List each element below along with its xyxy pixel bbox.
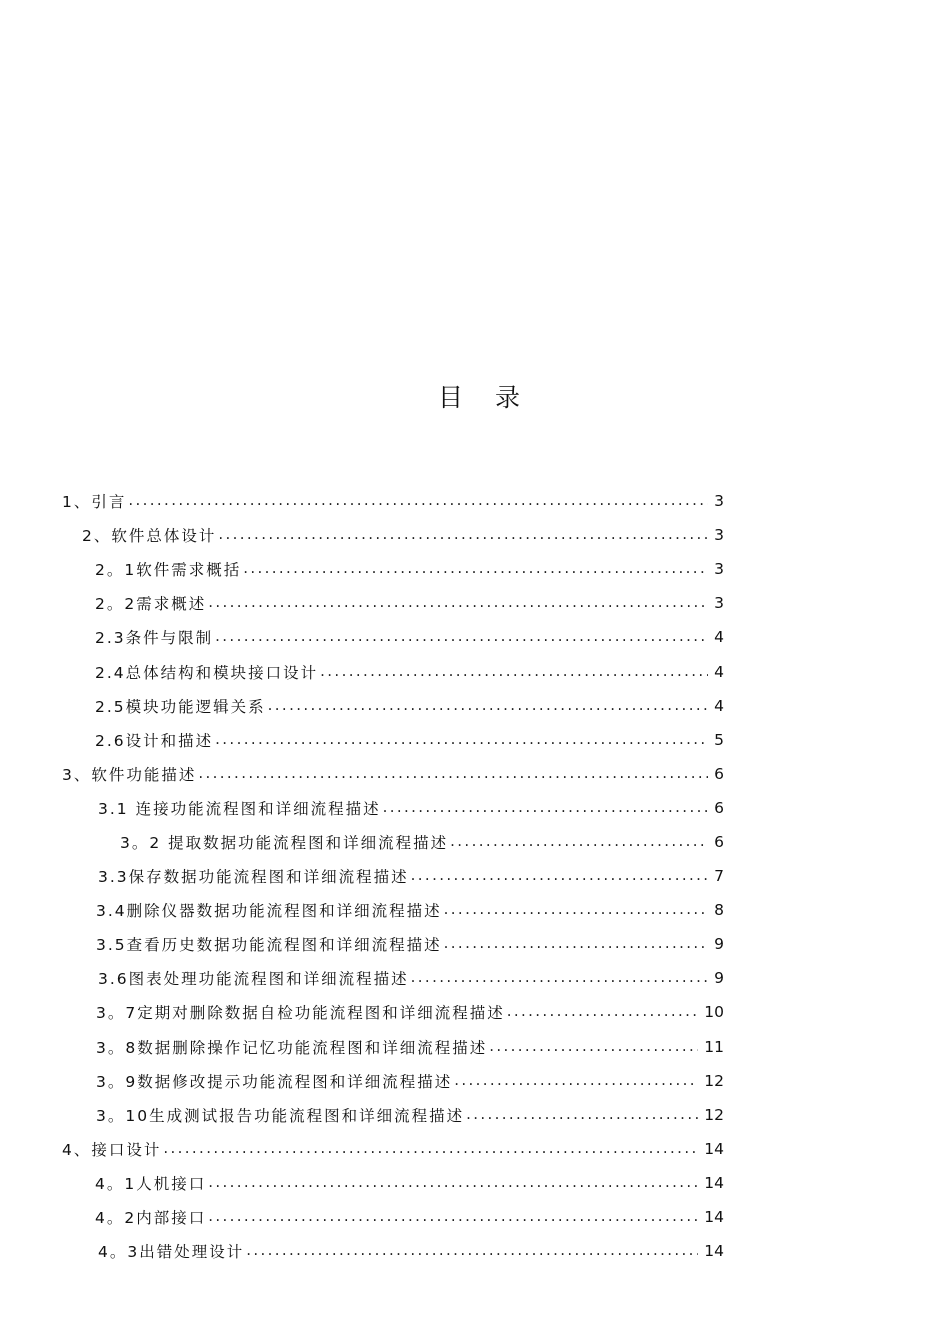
- toc-entry-label: 2.6设计和描述: [95, 729, 213, 751]
- toc-entry-page: 14: [704, 1139, 724, 1158]
- toc-entry-page: 6: [714, 764, 724, 783]
- toc-entry: [95, 552, 724, 586]
- toc-leader-dots: [507, 1002, 699, 1022]
- toc-leader-dots: [215, 730, 708, 750]
- toc-entry-label: 2、软件总体设计: [82, 524, 216, 546]
- toc-leader-dots: [444, 900, 708, 920]
- toc-entry-page: 3: [714, 492, 724, 511]
- toc-leader-dots: [218, 525, 708, 545]
- toc-entry-label: 3.3保存数据功能流程图和详细流程描述: [98, 865, 409, 887]
- toc-entry: [95, 1200, 724, 1234]
- toc-entry-page: 9: [714, 935, 724, 954]
- toc-leader-dots: [198, 764, 708, 784]
- toc-leader-dots: [246, 1241, 698, 1261]
- toc-entry-page: 8: [714, 901, 724, 920]
- toc-leader-dots: [489, 1037, 698, 1057]
- toc-entry: [98, 1234, 724, 1268]
- toc-entry-label: 3。2 提取数据功能流程图和详细流程描述: [120, 831, 448, 853]
- toc-entry: [95, 689, 724, 723]
- toc-entry-label: 3.6图表处理功能流程图和详细流程描述: [98, 967, 409, 989]
- toc-leader-dots: [163, 1139, 698, 1159]
- toc-leader-dots: [320, 662, 708, 682]
- toc-entry-label: 2.5模块功能逻辑关系: [95, 695, 266, 717]
- toc-entry: [96, 995, 724, 1029]
- toc-entry-label: 4。1人机接口: [95, 1172, 206, 1194]
- toc-entry-page: 6: [714, 798, 724, 817]
- toc-entry-page: 9: [714, 969, 724, 988]
- toc-entry-page: 6: [714, 832, 724, 851]
- toc-leader-dots: [383, 798, 709, 818]
- toc-entry: [95, 586, 724, 620]
- toc-leader-dots: [268, 696, 708, 716]
- toc-entry-label: 2.4总体结构和模块接口设计: [95, 661, 318, 683]
- toc-entry-label: 2.3条件与限制: [95, 626, 213, 648]
- toc-entry-page: 11: [704, 1037, 724, 1056]
- toc-entry: [96, 927, 724, 961]
- toc-entry-page: 10: [704, 1003, 724, 1022]
- toc-entry-page: 3: [714, 594, 724, 613]
- toc-entry: [95, 620, 724, 654]
- toc-entry-page: 12: [704, 1071, 724, 1090]
- toc-entry: [96, 1064, 724, 1098]
- toc-leader-dots: [128, 491, 708, 511]
- toc-leader-dots: [208, 1207, 698, 1227]
- toc-entry: [96, 1030, 724, 1064]
- toc-entry-page: 3: [714, 526, 724, 545]
- toc-entry: [95, 654, 724, 688]
- toc-entry-page: 3: [714, 560, 724, 579]
- toc-leader-dots: [411, 866, 708, 886]
- toc-entry: [96, 893, 724, 927]
- toc-entry: [62, 757, 724, 791]
- toc-entry: [96, 1098, 724, 1132]
- toc-entry: [98, 859, 724, 893]
- toc-entry-page: 12: [704, 1105, 724, 1124]
- toc-entry-page: 7: [714, 867, 724, 886]
- toc-title: 目 录: [438, 383, 532, 412]
- toc-list: [0, 484, 950, 1268]
- toc-entry: [95, 1166, 724, 1200]
- toc-leader-dots: [215, 627, 708, 647]
- toc-leader-dots: [208, 1173, 698, 1193]
- toc-entry: [98, 791, 724, 825]
- toc-entry: [95, 723, 724, 757]
- toc-entry-label: 3。8数据删除操作记忆功能流程图和详细流程描述: [96, 1036, 487, 1058]
- toc-entry-label: 1、引言: [62, 490, 126, 512]
- toc-leader-dots: [444, 934, 708, 954]
- toc-leader-dots: [450, 832, 708, 852]
- toc-entry-page: 14: [704, 1242, 724, 1261]
- toc-entry-page: 4: [714, 696, 724, 715]
- toc-entry-label: 3。7定期对删除数据自检功能流程图和详细流程描述: [96, 1001, 505, 1023]
- toc-entry-page: 5: [714, 730, 724, 749]
- toc-entry-label: 4、接口设计: [62, 1138, 161, 1160]
- toc-entry-label: 4。2内部接口: [95, 1206, 206, 1228]
- toc-entry-label: 3、软件功能描述: [62, 763, 196, 785]
- toc-entry-page: 4: [714, 662, 724, 681]
- toc-entry: [98, 961, 724, 995]
- toc-entry-page: 14: [704, 1173, 724, 1192]
- toc-entry-label: 2。2需求概述: [95, 592, 206, 614]
- toc-entry-page: 14: [704, 1208, 724, 1227]
- toc-entry: [62, 484, 724, 518]
- toc-entry-label: 3.1 连接功能流程图和详细流程描述: [98, 797, 381, 819]
- toc-entry-label: 3。9数据修改提示功能流程图和详细流程描述: [96, 1070, 452, 1092]
- toc-entry-label: 3.5查看历史数据功能流程图和详细流程描述: [96, 933, 442, 955]
- toc-leader-dots: [243, 559, 708, 579]
- toc-entry-label: 3。10生成测试报告功能流程图和详细流程描述: [96, 1104, 464, 1126]
- toc-leader-dots: [466, 1105, 698, 1125]
- toc-entry: [62, 1132, 724, 1166]
- toc-entry-page: 4: [714, 628, 724, 647]
- toc-leader-dots: [208, 593, 708, 613]
- toc-entry-label: 3.4删除仪器数据功能流程图和详细流程描述: [96, 899, 442, 921]
- toc-leader-dots: [454, 1071, 698, 1091]
- toc-entry-label: 2。1软件需求概括: [95, 558, 241, 580]
- toc-leader-dots: [411, 968, 708, 988]
- toc-entry: [120, 825, 724, 859]
- toc-entry-label: 4。3出错处理设计: [98, 1240, 244, 1262]
- toc-entry: [82, 518, 724, 552]
